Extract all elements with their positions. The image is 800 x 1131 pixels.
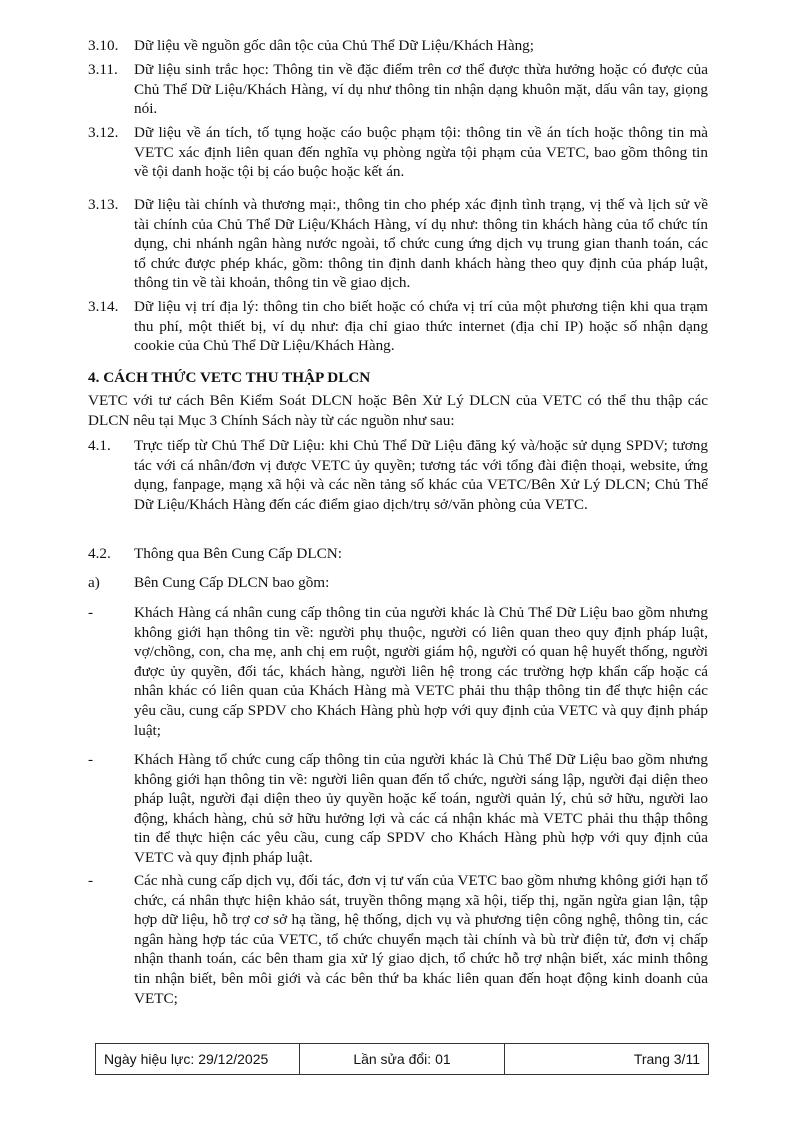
bullet-item (88, 750, 708, 868)
item-number: 3.13. (88, 196, 119, 213)
page-footer (95, 1043, 709, 1075)
bullet-dash: - (88, 751, 94, 768)
item-number: a) (88, 574, 100, 591)
item-text: Khách Hàng cá nhân cung cấp thông tin của người khác là Chủ Thể Dữ Liệu bao gồm nhưng không giới hạn thông tin về: người phụ thuộc, người có liên quan theo quy định pháp luật, vợ/chồng, con, cha mẹ, anh chị em ruột, người giám hộ, người có quan hệ huyết thống, người được ủy quyền, đối tác, khách hàng, người liên hệ trong các trường hợp khẩn cấp hoặc cá nhân khác có liên quan của Khách Hàng mà VETC phải thu thập thông tin để thực hiện các yêu cầu, cung cấp SPDV cho Khách Hàng phù hợp với quy định của VETC và quy định pháp luật; (134, 604, 708, 739)
item-number: 4.1. (88, 437, 111, 454)
item-3-12 (88, 123, 708, 182)
revision-number: Lần sửa đổi: 01 (299, 1044, 503, 1074)
item-text: Trực tiếp từ Chủ Thể Dữ Liệu: khi Chủ Thể Dữ Liệu đăng ký và/hoặc sử dụng SPDV; tương tác với cá nhân/đơn vị được VETC ủy quyền; tương tác với tổng đài điện thoại, website, ứng dụng, fanpage, mạng xã hội và các nền tảng số khác của VETC/Bên Xử Lý DLCN; Chủ Thể Dữ Liệu/Khách Hàng đến các điểm giao dịch/trụ sở/văn phòng của VETC. (134, 437, 708, 513)
item-number: 3.12. (88, 124, 119, 141)
item-3-14 (88, 297, 708, 356)
section-heading: 4. CÁCH THỨC VETC THU THẬP DLCN (88, 369, 371, 386)
item-text: Dữ liệu tài chính và thương mại:, thông tin cho phép xác định tình trạng, vị thế và lịch sử về tài chính của Chủ Thể Dữ Liệu/Khách Hàng, ví dụ như: thông tin khách hàng của tổ chức tín dụng, chi nhánh ngân hàng nước ngoài, tổ chức cung ứng dịch vụ trung gian thanh toán, các tổ chức được phép khác, gồm: thông tin định danh khách hàng theo quy định của pháp luật, thông tin về tài khoản, thông tin về giao dịch. (134, 196, 708, 292)
item-text: Dữ liệu sinh trắc học: Thông tin về đặc điểm trên cơ thể được thừa hưởng hoặc có được của Chủ Thể Dữ Liệu/Khách Hàng, ví dụ như thông tin nhận dạng khuôn mặt, dấu vân tay, giọng nói. (134, 61, 708, 118)
item-text: Bên Cung Cấp DLCN bao gồm: (134, 574, 330, 591)
item-text: Dữ liệu vị trí địa lý: thông tin cho biết hoặc có chứa vị trí của một phương tiện khi qua trạm thu phí, một thiết bị, ví dụ như: địa chỉ giao thức internet (địa chỉ IP) hoặc số nhận dạng cookie của Chủ Thể Dữ Liệu/Khách Hàng. (134, 298, 708, 355)
item-text: Các nhà cung cấp dịch vụ, đối tác, đơn vị tư vấn của VETC bao gồm nhưng không giới hạn tổ chức, cá nhân thực hiện khảo sát, truyền thông mạng xã hội, tiếp thị, ngăn ngừa gian lận, tập hợp dữ liệu, hỗ trợ cơ sở hạ tầng, hệ thống, dịch vụ và phương tiện công nghệ, thông tin, các ngân hàng hợp tác của VETC, tổ chức chuyển mạch tài chính và bù trừ điện tử, đơn vị chấp nhận thanh toán, các bên tham gia xử lý giao dịch, tổ chức hỗ trợ nhận biết, xác minh thông tin nhận biết, bên môi giới và các bên thứ ba khác liên quan đến hoạt động kinh doanh của VETC; (134, 872, 708, 1007)
bullet-dash: - (88, 872, 94, 889)
item-3-11 (88, 60, 708, 119)
item-3-10 (88, 36, 708, 56)
item-4-2 (88, 544, 708, 564)
bullet-dash: - (88, 604, 94, 621)
section-intro: VETC với tư cách Bên Kiểm Soát DLCN hoặc Bên Xử Lý DLCN của VETC có thể thu thập các DLCN nêu tại Mục 3 Chính Sách này từ các nguồn như sau: (88, 392, 708, 429)
item-number: 3.14. (88, 298, 119, 315)
item-number: 3.11. (88, 61, 118, 78)
item-text: Thông qua Bên Cung Cấp DLCN: (134, 545, 342, 562)
item-number: 4.2. (88, 545, 111, 562)
item-text: Dữ liệu về án tích, tố tụng hoặc cáo buộc phạm tội: thông tin về án tích hoặc thông tin mà VETC xác định liên quan đến nghĩa vụ phòng ngừa tội phạm của VETC, bao gồm thông tin về tội danh hoặc tội bị cáo buộc hoặc kết án. (134, 124, 708, 181)
page-number: Trang 3/11 (504, 1044, 708, 1074)
item-text: Dữ liệu về nguồn gốc dân tộc của Chủ Thể Dữ Liệu/Khách Hàng; (134, 37, 534, 54)
item-a (88, 573, 708, 593)
item-3-13 (88, 195, 708, 293)
item-4-1 (88, 436, 708, 514)
effective-date: Ngày hiệu lực: 29/12/2025 (104, 1051, 269, 1067)
item-text: Khách Hàng tổ chức cung cấp thông tin của người khác là Chủ Thể Dữ Liệu bao gồm nhưng không giới hạn thông tin về: người liên quan đến tổ chức, người sáng lập, người đại diện theo pháp luật, người đại diện theo ủy quyền hoặc kế toán, người quản lý, chủ sở hữu, người lao động, khách hàng, chủ sở hữu hưởng lợi và các cá nhận khác mà VETC phải thu thập thông tin để thực hiện các yêu cầu, cung cấp SPDV cho Khách Hàng phù hợp với quy định của VETC và quy định pháp luật. (134, 751, 708, 866)
bullet-item (88, 603, 708, 740)
item-number: 3.10. (88, 37, 119, 54)
bullet-item (88, 871, 708, 1008)
